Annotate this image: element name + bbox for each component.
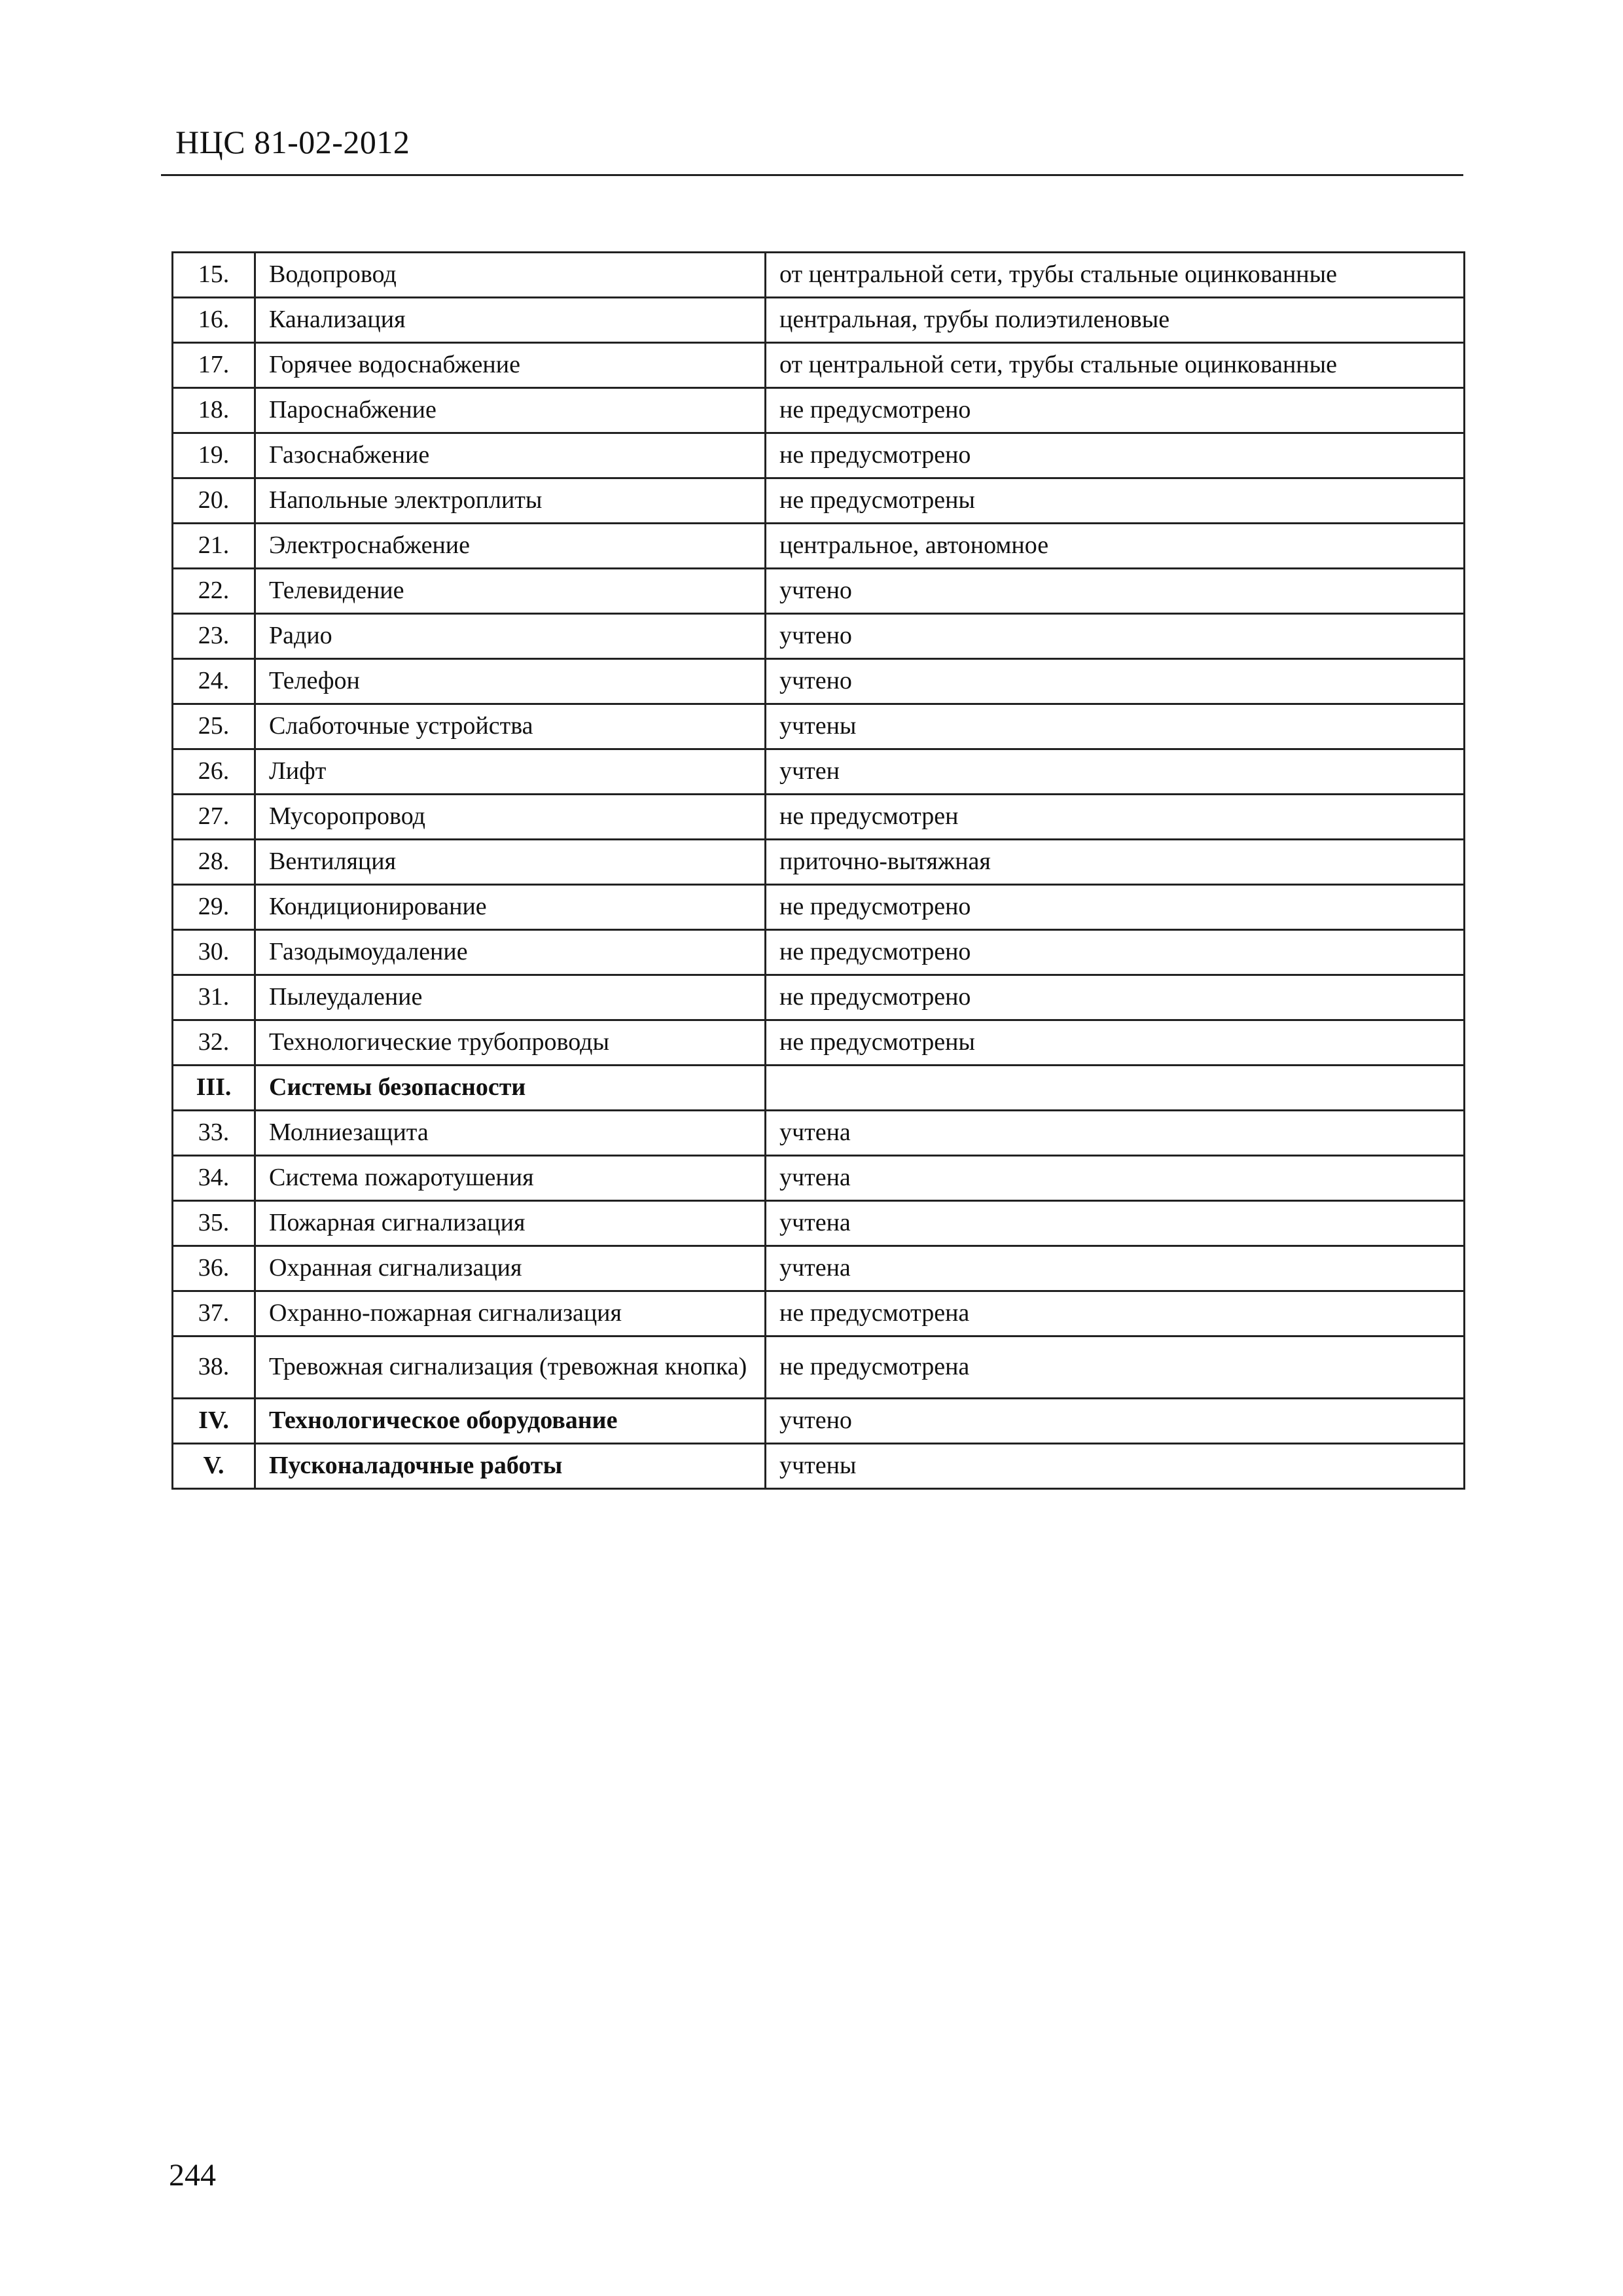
- row-name: Телевидение: [255, 569, 766, 614]
- row-value: от центральной сети, трубы стальные оцинкованные: [766, 343, 1465, 388]
- document-code: НЦС 81-02-2012: [175, 124, 410, 160]
- row-value: учтен: [766, 749, 1465, 795]
- row-number: 36.: [173, 1246, 255, 1291]
- header-divider: [161, 174, 1463, 176]
- row-name: Газодымоудаление: [255, 930, 766, 975]
- row-value: не предусмотрено: [766, 433, 1465, 478]
- row-number: 37.: [173, 1291, 255, 1336]
- row-number: 35.: [173, 1201, 255, 1246]
- section-number: IV.: [173, 1399, 255, 1444]
- row-name: Пожарная сигнализация: [255, 1201, 766, 1246]
- row-name: Канализация: [255, 298, 766, 343]
- row-name: Молниезащита: [255, 1111, 766, 1156]
- table-row: [173, 569, 1465, 614]
- section-number: III.: [173, 1066, 255, 1111]
- table-row: [173, 433, 1465, 478]
- table-row: [173, 704, 1465, 749]
- row-value: не предусмотрено: [766, 930, 1465, 975]
- row-number: 19.: [173, 433, 255, 478]
- row-value: приточно-вытяжная: [766, 840, 1465, 885]
- row-value: учтена: [766, 1246, 1465, 1291]
- row-number: 25.: [173, 704, 255, 749]
- table-row: [173, 1291, 1465, 1336]
- row-name: Охранная сигнализация: [255, 1246, 766, 1291]
- row-value: учтена: [766, 1201, 1465, 1246]
- row-number: 22.: [173, 569, 255, 614]
- row-name: Слаботочные устройства: [255, 704, 766, 749]
- row-number: 16.: [173, 298, 255, 343]
- row-name: Газоснабжение: [255, 433, 766, 478]
- table-row: [173, 388, 1465, 433]
- table-row: [173, 795, 1465, 840]
- row-value: учтено: [766, 569, 1465, 614]
- row-number: 30.: [173, 930, 255, 975]
- section-title: Системы безопасности: [255, 1066, 766, 1111]
- row-number: 33.: [173, 1111, 255, 1156]
- row-number: 26.: [173, 749, 255, 795]
- row-number: 29.: [173, 885, 255, 930]
- row-name: Лифт: [255, 749, 766, 795]
- specification-table: [171, 251, 1465, 1490]
- table-row: [173, 885, 1465, 930]
- row-name: Телефон: [255, 659, 766, 704]
- row-name: Напольные электроплиты: [255, 478, 766, 524]
- row-value: не предусмотрен: [766, 795, 1465, 840]
- row-name: Электроснабжение: [255, 524, 766, 569]
- table-row: [173, 659, 1465, 704]
- row-name: Технологические трубопроводы: [255, 1020, 766, 1066]
- row-value: не предусмотрена: [766, 1291, 1465, 1336]
- section-number: V.: [173, 1444, 255, 1489]
- row-number: 15.: [173, 253, 255, 298]
- row-value: учтены: [766, 704, 1465, 749]
- section-value: учтены: [766, 1444, 1465, 1489]
- row-number: 32.: [173, 1020, 255, 1066]
- table-row: [173, 930, 1465, 975]
- row-value: не предусмотрено: [766, 388, 1465, 433]
- table-row: [173, 1246, 1465, 1291]
- row-name: Горячее водоснабжение: [255, 343, 766, 388]
- table-row: [173, 253, 1465, 298]
- row-value: учтена: [766, 1156, 1465, 1201]
- table-row: [173, 298, 1465, 343]
- section-row: [173, 1444, 1465, 1489]
- row-name: Мусоропровод: [255, 795, 766, 840]
- table-row: [173, 975, 1465, 1020]
- row-name: Система пожаротушения: [255, 1156, 766, 1201]
- row-number: 17.: [173, 343, 255, 388]
- table-row: [173, 1020, 1465, 1066]
- row-name: Кондиционирование: [255, 885, 766, 930]
- row-number: 21.: [173, 524, 255, 569]
- row-number: 28.: [173, 840, 255, 885]
- row-value: учтено: [766, 614, 1465, 659]
- row-value: не предусмотрены: [766, 478, 1465, 524]
- row-value: не предусмотрена: [766, 1336, 1465, 1399]
- row-name: Пароснабжение: [255, 388, 766, 433]
- table-row: [173, 343, 1465, 388]
- section-value: учтено: [766, 1399, 1465, 1444]
- table-row: [173, 1156, 1465, 1201]
- section-value: [766, 1066, 1465, 1111]
- table-row: [173, 614, 1465, 659]
- row-name: Водопровод: [255, 253, 766, 298]
- row-number: 23.: [173, 614, 255, 659]
- row-name: Тревожная сигнализация (тревожная кнопка): [255, 1336, 766, 1399]
- table-row: [173, 840, 1465, 885]
- row-number: 20.: [173, 478, 255, 524]
- table-row: [173, 749, 1465, 795]
- table-row: [173, 478, 1465, 524]
- table-row: [173, 524, 1465, 569]
- row-number: 38.: [173, 1336, 255, 1399]
- table-row: [173, 1336, 1465, 1399]
- row-name: Охранно-пожарная сигнализация: [255, 1291, 766, 1336]
- section-row: [173, 1399, 1465, 1444]
- row-value: не предусмотрено: [766, 885, 1465, 930]
- row-name: Пылеудаление: [255, 975, 766, 1020]
- row-name: Вентиляция: [255, 840, 766, 885]
- row-value: от центральной сети, трубы стальные оцинкованные: [766, 253, 1465, 298]
- section-title: Пусконаладочные работы: [255, 1444, 766, 1489]
- row-value: не предусмотрены: [766, 1020, 1465, 1066]
- row-value: центральное, автономное: [766, 524, 1465, 569]
- row-value: учтена: [766, 1111, 1465, 1156]
- section-title: Технологическое оборудование: [255, 1399, 766, 1444]
- table-row: [173, 1111, 1465, 1156]
- row-number: 18.: [173, 388, 255, 433]
- row-name: Радио: [255, 614, 766, 659]
- table-row: [173, 1201, 1465, 1246]
- row-number: 24.: [173, 659, 255, 704]
- section-row: [173, 1066, 1465, 1111]
- row-number: 27.: [173, 795, 255, 840]
- page-number: 244: [169, 2158, 216, 2193]
- row-value: не предусмотрено: [766, 975, 1465, 1020]
- row-value: учтено: [766, 659, 1465, 704]
- row-value: центральная, трубы полиэтиленовые: [766, 298, 1465, 343]
- row-number: 31.: [173, 975, 255, 1020]
- row-number: 34.: [173, 1156, 255, 1201]
